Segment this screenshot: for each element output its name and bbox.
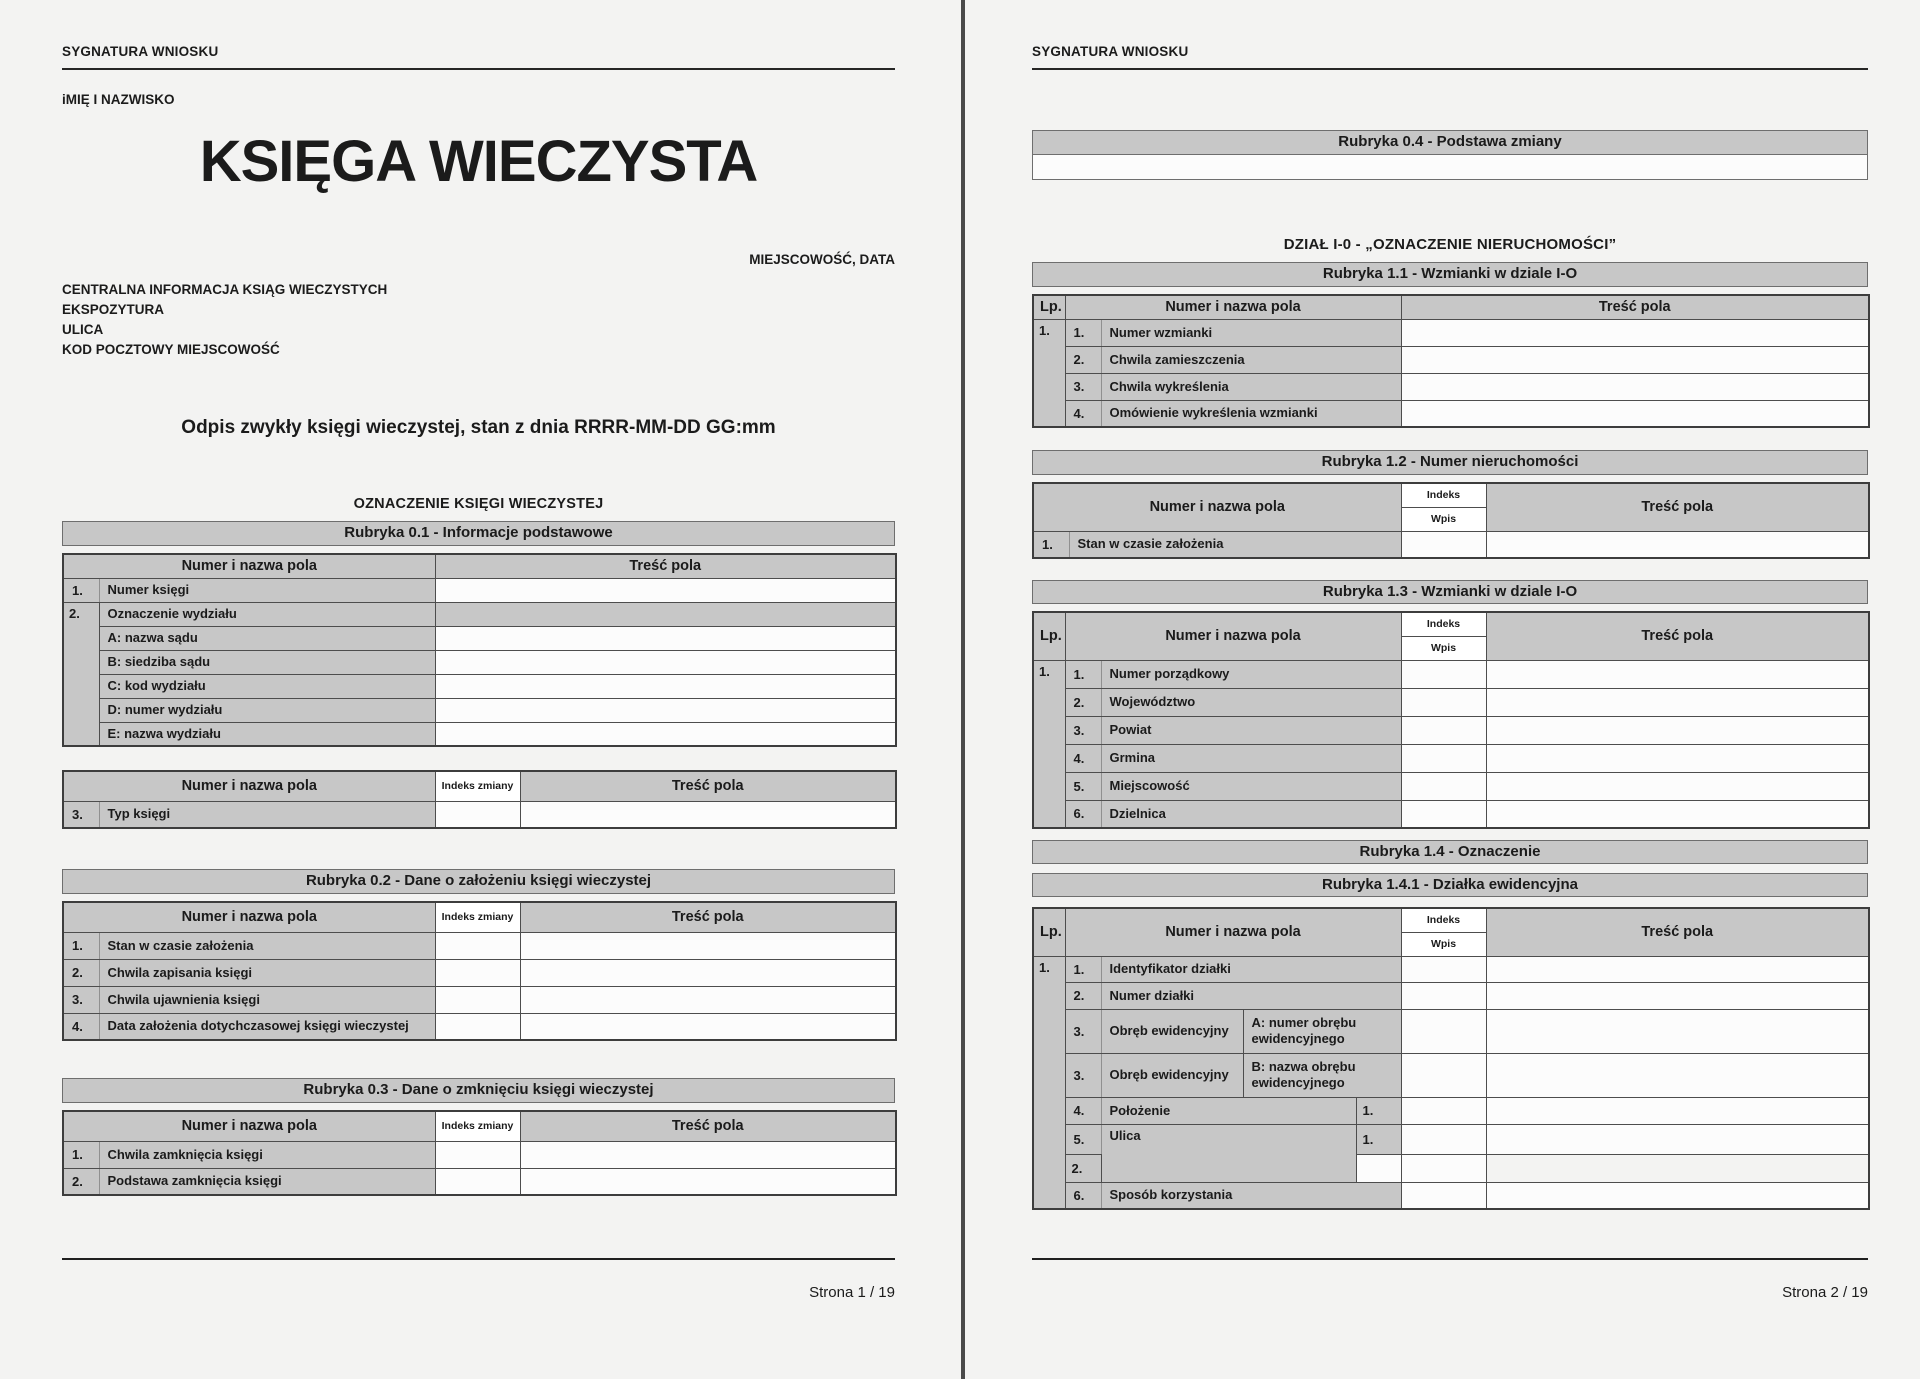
field-value-cell — [1486, 1124, 1869, 1154]
field-row — [1033, 1124, 1869, 1154]
field-name-cell: A: nazwa sądu — [99, 626, 435, 650]
field-row — [1033, 744, 1869, 772]
rubryka-0-4-block — [1032, 130, 1868, 180]
field-row — [63, 674, 896, 698]
table-header-row — [63, 554, 896, 578]
document-subtitle: Odpis zwykły księgi wieczystej, stan z dnia RRRR-MM-DD GG:mm — [181, 417, 776, 438]
row-number-cell: 2. — [1065, 688, 1101, 716]
index-cell — [1401, 688, 1486, 716]
row-number-cell: 3. — [1065, 1053, 1101, 1097]
field-name-cell: Oznaczenie wydziału — [99, 602, 435, 626]
field-value-cell — [520, 1168, 896, 1195]
row-number-cell: 6. — [1065, 1182, 1101, 1209]
field-row — [1033, 800, 1869, 828]
index-header-cell: Indeks — [1401, 483, 1486, 507]
index-cell — [1401, 1182, 1486, 1209]
index-cell — [1401, 1053, 1486, 1097]
column-header-value: Treść pola — [1486, 483, 1869, 531]
index-cell — [1401, 716, 1486, 744]
field-subname-cell: B: nazwa obrębu ewidencyjnego — [1243, 1053, 1401, 1097]
rubryka-1-2-table — [1032, 482, 1868, 559]
column-header-name: Numer i nazwa pola — [1033, 483, 1401, 531]
column-header-value: Treść pola — [520, 902, 896, 932]
page-footer-line — [1032, 1258, 1868, 1260]
field-value-cell — [1401, 346, 1869, 373]
index-cell — [1401, 982, 1486, 1009]
field-name-cell: D: numer wydziału — [99, 698, 435, 722]
rubryka-0-1-table — [62, 553, 895, 747]
field-row — [1033, 319, 1869, 346]
index-cell — [1401, 744, 1486, 772]
field-value-cell — [1486, 1182, 1869, 1209]
page-number: Strona 2 / 19 — [1782, 1284, 1868, 1301]
index-change-cell — [435, 801, 520, 828]
field-name-cell: Dzielnica — [1101, 800, 1401, 828]
sub-number-cell: 1. — [1356, 1097, 1401, 1124]
index-cell — [1401, 1124, 1486, 1154]
field-name-cell: Identyfikator działki — [1101, 956, 1401, 982]
index-change-cell — [435, 1168, 520, 1195]
index-cell — [1401, 772, 1486, 800]
row-number-cell: 1. — [1065, 319, 1101, 346]
rubryka-1-2-bar: Rubryka 1.2 - Numer nieruchomości — [1032, 450, 1868, 475]
field-name-cell: Chwila zamieszczenia — [1101, 346, 1401, 373]
column-header-name: Numer i nazwa pola — [63, 771, 435, 801]
column-header-lp: Lp. — [1033, 612, 1065, 660]
section-heading-oznaczenie: OZNACZENIE KSIĘGI WIECZYSTEJ — [353, 496, 604, 512]
index-cell — [1401, 1009, 1486, 1053]
field-row — [63, 801, 896, 828]
field-name-cell: Chwila ujawnienia księgi — [99, 986, 435, 1013]
row-number-cell: 6. — [1065, 800, 1101, 828]
column-header-name: Numer i nazwa pola — [63, 1111, 435, 1141]
field-name-cell: Numer wzmianki — [1101, 319, 1401, 346]
field-value-cell — [1401, 373, 1869, 400]
column-header-value: Treść pola — [1486, 612, 1869, 660]
field-name-cell: Typ księgi — [99, 801, 435, 828]
field-value-cell — [435, 722, 896, 746]
column-header-lp: Lp. — [1033, 908, 1065, 956]
field-name-cell: Podstawa zamknięcia księgi — [99, 1168, 435, 1195]
row-number-cell: 3. — [1065, 373, 1101, 400]
address-line: KOD POCZTOWY MIEJSCOWOŚĆ — [62, 342, 280, 357]
field-row — [63, 986, 896, 1013]
field-row — [1033, 1009, 1869, 1053]
address-line: ULICA — [62, 322, 104, 337]
field-row — [1033, 956, 1869, 982]
row-number-cell: 1. — [1065, 956, 1101, 982]
field-value-cell — [520, 932, 896, 959]
field-name-cell: C: kod wydziału — [99, 674, 435, 698]
field-name-cell: Województwo — [1101, 688, 1401, 716]
field-name-cell: Numer księgi — [99, 578, 435, 602]
index-header-cell: Indeks — [1401, 612, 1486, 636]
field-name-cell: Numer działki — [1101, 982, 1401, 1009]
rubryka-1-4-1-table — [1032, 907, 1868, 1210]
rubryka-0-1b-table — [62, 770, 895, 829]
rubryka-1-4-bar: Rubryka 1.4 - Oznaczenie — [1032, 840, 1868, 864]
index-cell — [1401, 956, 1486, 982]
field-row — [1033, 688, 1869, 716]
field-value-cell — [520, 1141, 896, 1168]
rubryka-0-4-bar: Rubryka 0.4 - Podstawa zmiany — [1032, 130, 1868, 155]
field-row — [63, 932, 896, 959]
field-name-cell: Ulica — [1101, 1124, 1356, 1182]
document-title: KSIĘGA WIECZYSTA — [199, 129, 758, 194]
field-row — [1033, 1182, 1869, 1209]
row-number-cell: 3. — [63, 986, 99, 1013]
rubryka-0-4-empty-row — [1032, 155, 1868, 180]
field-value-cell — [435, 698, 896, 722]
field-value-cell — [1486, 1009, 1869, 1053]
field-value-cell — [1486, 772, 1869, 800]
field-row — [63, 650, 896, 674]
index-change-cell — [435, 1013, 520, 1040]
index-header-cell: Indeks — [1401, 908, 1486, 932]
field-value-cell — [1486, 744, 1869, 772]
place-date-label: MIEJSCOWOŚĆ, DATA — [749, 252, 895, 267]
index-cell — [1401, 531, 1486, 558]
row-number-cell: 5. — [1065, 772, 1101, 800]
column-header-name: Numer i nazwa pola — [1065, 612, 1401, 660]
field-subname-cell: A: numer obrębu ewidencyjnego — [1243, 1009, 1401, 1053]
field-value-cell — [1486, 956, 1869, 982]
field-row — [63, 1013, 896, 1040]
index-change-cell — [435, 1141, 520, 1168]
field-row — [1033, 772, 1869, 800]
field-value-cell — [1486, 688, 1869, 716]
address-line: CENTRALNA INFORMACJA KSIĄG WIECZYSTYCH — [62, 282, 388, 297]
lp-cell: 1. — [1033, 319, 1065, 427]
index-change-cell — [435, 986, 520, 1013]
field-name-cell: Obręb ewidencyjny — [1101, 1009, 1243, 1053]
row-number-cell: 3. — [1065, 716, 1101, 744]
row-number-cell: 3. — [63, 801, 99, 828]
sub-number-cell: 2. — [1065, 1154, 1101, 1182]
row-number-cell: 1. — [63, 578, 99, 602]
table-header-row — [1033, 483, 1869, 507]
field-name-cell: E: nazwa wydziału — [99, 722, 435, 746]
index-change-cell — [435, 959, 520, 986]
field-value-cell — [520, 801, 896, 828]
index-change-header-cell: Indeks zmiany — [435, 771, 520, 801]
field-name-cell: Stan w czasie założenia — [99, 932, 435, 959]
column-header-name: Numer i nazwa pola — [63, 554, 435, 578]
field-name-cell: Chwila zamknięcia księgi — [99, 1141, 435, 1168]
field-value-cell — [1486, 800, 1869, 828]
field-value-cell — [435, 602, 896, 626]
signature-label: SYGNATURA WNIOSKU — [62, 44, 895, 70]
column-header-value: Treść pola — [1401, 295, 1869, 319]
field-name-cell: Sposób korzystania — [1101, 1182, 1401, 1209]
row-number-cell: 1. — [1065, 660, 1101, 688]
column-header-name: Numer i nazwa pola — [63, 902, 435, 932]
rubryka-0-2-table — [62, 901, 895, 1041]
sub-number-cell: 1. — [1356, 1124, 1401, 1154]
row-number-cell: 1. — [63, 1141, 99, 1168]
column-header-value: Treść pola — [435, 554, 896, 578]
field-name-cell: Obręb ewidencyjny — [1101, 1053, 1243, 1097]
field-row — [1033, 346, 1869, 373]
row-number-cell: 4. — [1065, 400, 1101, 427]
issuer-address — [62, 280, 895, 360]
field-name-cell: Położenie — [1101, 1097, 1356, 1124]
field-value-cell — [520, 1013, 896, 1040]
field-name-cell: Stan w czasie założenia — [1069, 531, 1401, 558]
address-line: EKSPOZYTURA — [62, 302, 165, 317]
field-name-cell: Omówienie wykreślenia wzmianki — [1101, 400, 1401, 427]
index-cell — [1356, 1154, 1401, 1182]
field-row — [63, 602, 896, 626]
field-value-cell — [435, 626, 896, 650]
field-value-cell — [1486, 660, 1869, 688]
column-header-value: Treść pola — [520, 1111, 896, 1141]
dzial-heading: DZIAŁ I-0 - „OZNACZENIE NIERUCHOMOŚCI” — [1283, 236, 1617, 253]
rubryka-1-3-bar: Rubryka 1.3 - Wzmianki w dziale I-O — [1032, 580, 1868, 604]
field-row — [1033, 373, 1869, 400]
field-name-cell: Powiat — [1101, 716, 1401, 744]
field-row — [63, 578, 896, 602]
lp-cell: 1. — [1033, 660, 1065, 828]
row-number-cell: 4. — [1065, 1097, 1101, 1124]
row-number-cell: 2. — [1065, 346, 1101, 373]
rubryka-0-3-table — [62, 1110, 895, 1196]
field-name-cell: Numer porządkowy — [1101, 660, 1401, 688]
field-row — [1033, 531, 1869, 558]
row-number-cell: 1. — [1033, 531, 1069, 558]
field-row — [1033, 660, 1869, 688]
field-row — [63, 698, 896, 722]
field-row — [1033, 400, 1869, 427]
field-row — [63, 959, 896, 986]
index-change-cell — [435, 932, 520, 959]
row-number-cell: 3. — [1065, 1009, 1101, 1053]
page-number: Strona 1 / 19 — [809, 1284, 895, 1301]
index-change-header-cell: Indeks zmiany — [435, 1111, 520, 1141]
field-name-cell: Miejscowość — [1101, 772, 1401, 800]
field-row — [1033, 982, 1869, 1009]
column-header-name: Numer i nazwa pola — [1065, 908, 1401, 956]
field-value-cell — [1401, 1154, 1486, 1182]
rubryka-1-1-table — [1032, 294, 1868, 428]
field-row — [63, 1141, 896, 1168]
index-change-header-cell: Indeks zmiany — [435, 902, 520, 932]
field-value-cell — [1401, 400, 1869, 427]
row-number-cell: 5. — [1065, 1124, 1101, 1154]
table-header-row — [63, 1111, 896, 1141]
index-cell — [1401, 660, 1486, 688]
entry-header-cell: Wpis — [1401, 507, 1486, 531]
field-value-cell — [1486, 1053, 1869, 1097]
row-number-cell: 2. — [63, 1168, 99, 1195]
rubryka-0-3-bar: Rubryka 0.3 - Dane o zmknięciu księgi wieczystej — [62, 1078, 895, 1103]
applicant-name-label: iMIĘ I NAZWISKO — [62, 92, 175, 107]
row-number-cell: 4. — [63, 1013, 99, 1040]
field-name-cell: Chwila wykreślenia — [1101, 373, 1401, 400]
column-header-name: Numer i nazwa pola — [1065, 295, 1401, 319]
row-number-cell: 4. — [1065, 744, 1101, 772]
page-footer-line — [62, 1258, 895, 1260]
field-value-cell — [520, 986, 896, 1013]
field-value-cell — [1486, 716, 1869, 744]
row-number-cell: 2. — [63, 602, 99, 746]
index-cell — [1401, 1097, 1486, 1124]
index-cell — [1401, 800, 1486, 828]
entry-header-cell: Wpis — [1401, 636, 1486, 660]
field-name-cell: Grmina — [1101, 744, 1401, 772]
field-row — [1033, 716, 1869, 744]
rubryka-0-1-bar: Rubryka 0.1 - Informacje podstawowe — [62, 521, 895, 546]
table-header-row — [63, 902, 896, 932]
row-number-cell: 2. — [1065, 982, 1101, 1009]
field-value-cell — [435, 650, 896, 674]
rubryka-1-4-1-bar: Rubryka 1.4.1 - Działka ewidencyjna — [1032, 873, 1868, 897]
rubryka-1-1-bar: Rubryka 1.1 - Wzmianki w dziale I-O — [1032, 262, 1868, 287]
table-header-row — [1033, 295, 1869, 319]
field-value-cell — [435, 578, 896, 602]
field-row — [63, 1168, 896, 1195]
field-row — [63, 722, 896, 746]
field-value-cell — [520, 959, 896, 986]
column-header-value: Treść pola — [1486, 908, 1869, 956]
field-name-cell: B: siedziba sądu — [99, 650, 435, 674]
field-value-cell — [1486, 1097, 1869, 1124]
table-header-row — [63, 771, 896, 801]
field-row — [63, 626, 896, 650]
column-header-value: Treść pola — [520, 771, 896, 801]
row-number-cell: 1. — [63, 932, 99, 959]
table-header-row — [1033, 612, 1869, 636]
field-value-cell — [435, 674, 896, 698]
field-row — [1033, 1097, 1869, 1124]
table-header-row — [1033, 908, 1869, 932]
column-header-lp: Lp. — [1033, 295, 1065, 319]
field-value-cell — [1401, 319, 1869, 346]
field-name-cell: Data założenia dotychczasowej księgi wieczystej — [99, 1013, 435, 1040]
field-value-cell — [1486, 982, 1869, 1009]
rubryka-1-3-table — [1032, 611, 1868, 829]
field-row — [1033, 1053, 1869, 1097]
lp-cell: 1. — [1033, 956, 1065, 1209]
rubryka-0-2-bar: Rubryka 0.2 - Dane o założeniu księgi wieczystej — [62, 869, 895, 894]
entry-header-cell: Wpis — [1401, 932, 1486, 956]
field-name-cell: Chwila zapisania księgi — [99, 959, 435, 986]
page-2 — [965, 0, 1920, 1379]
row-number-cell: 2. — [63, 959, 99, 986]
signature-label: SYGNATURA WNIOSKU — [1032, 44, 1868, 70]
field-value-cell — [1486, 531, 1869, 558]
